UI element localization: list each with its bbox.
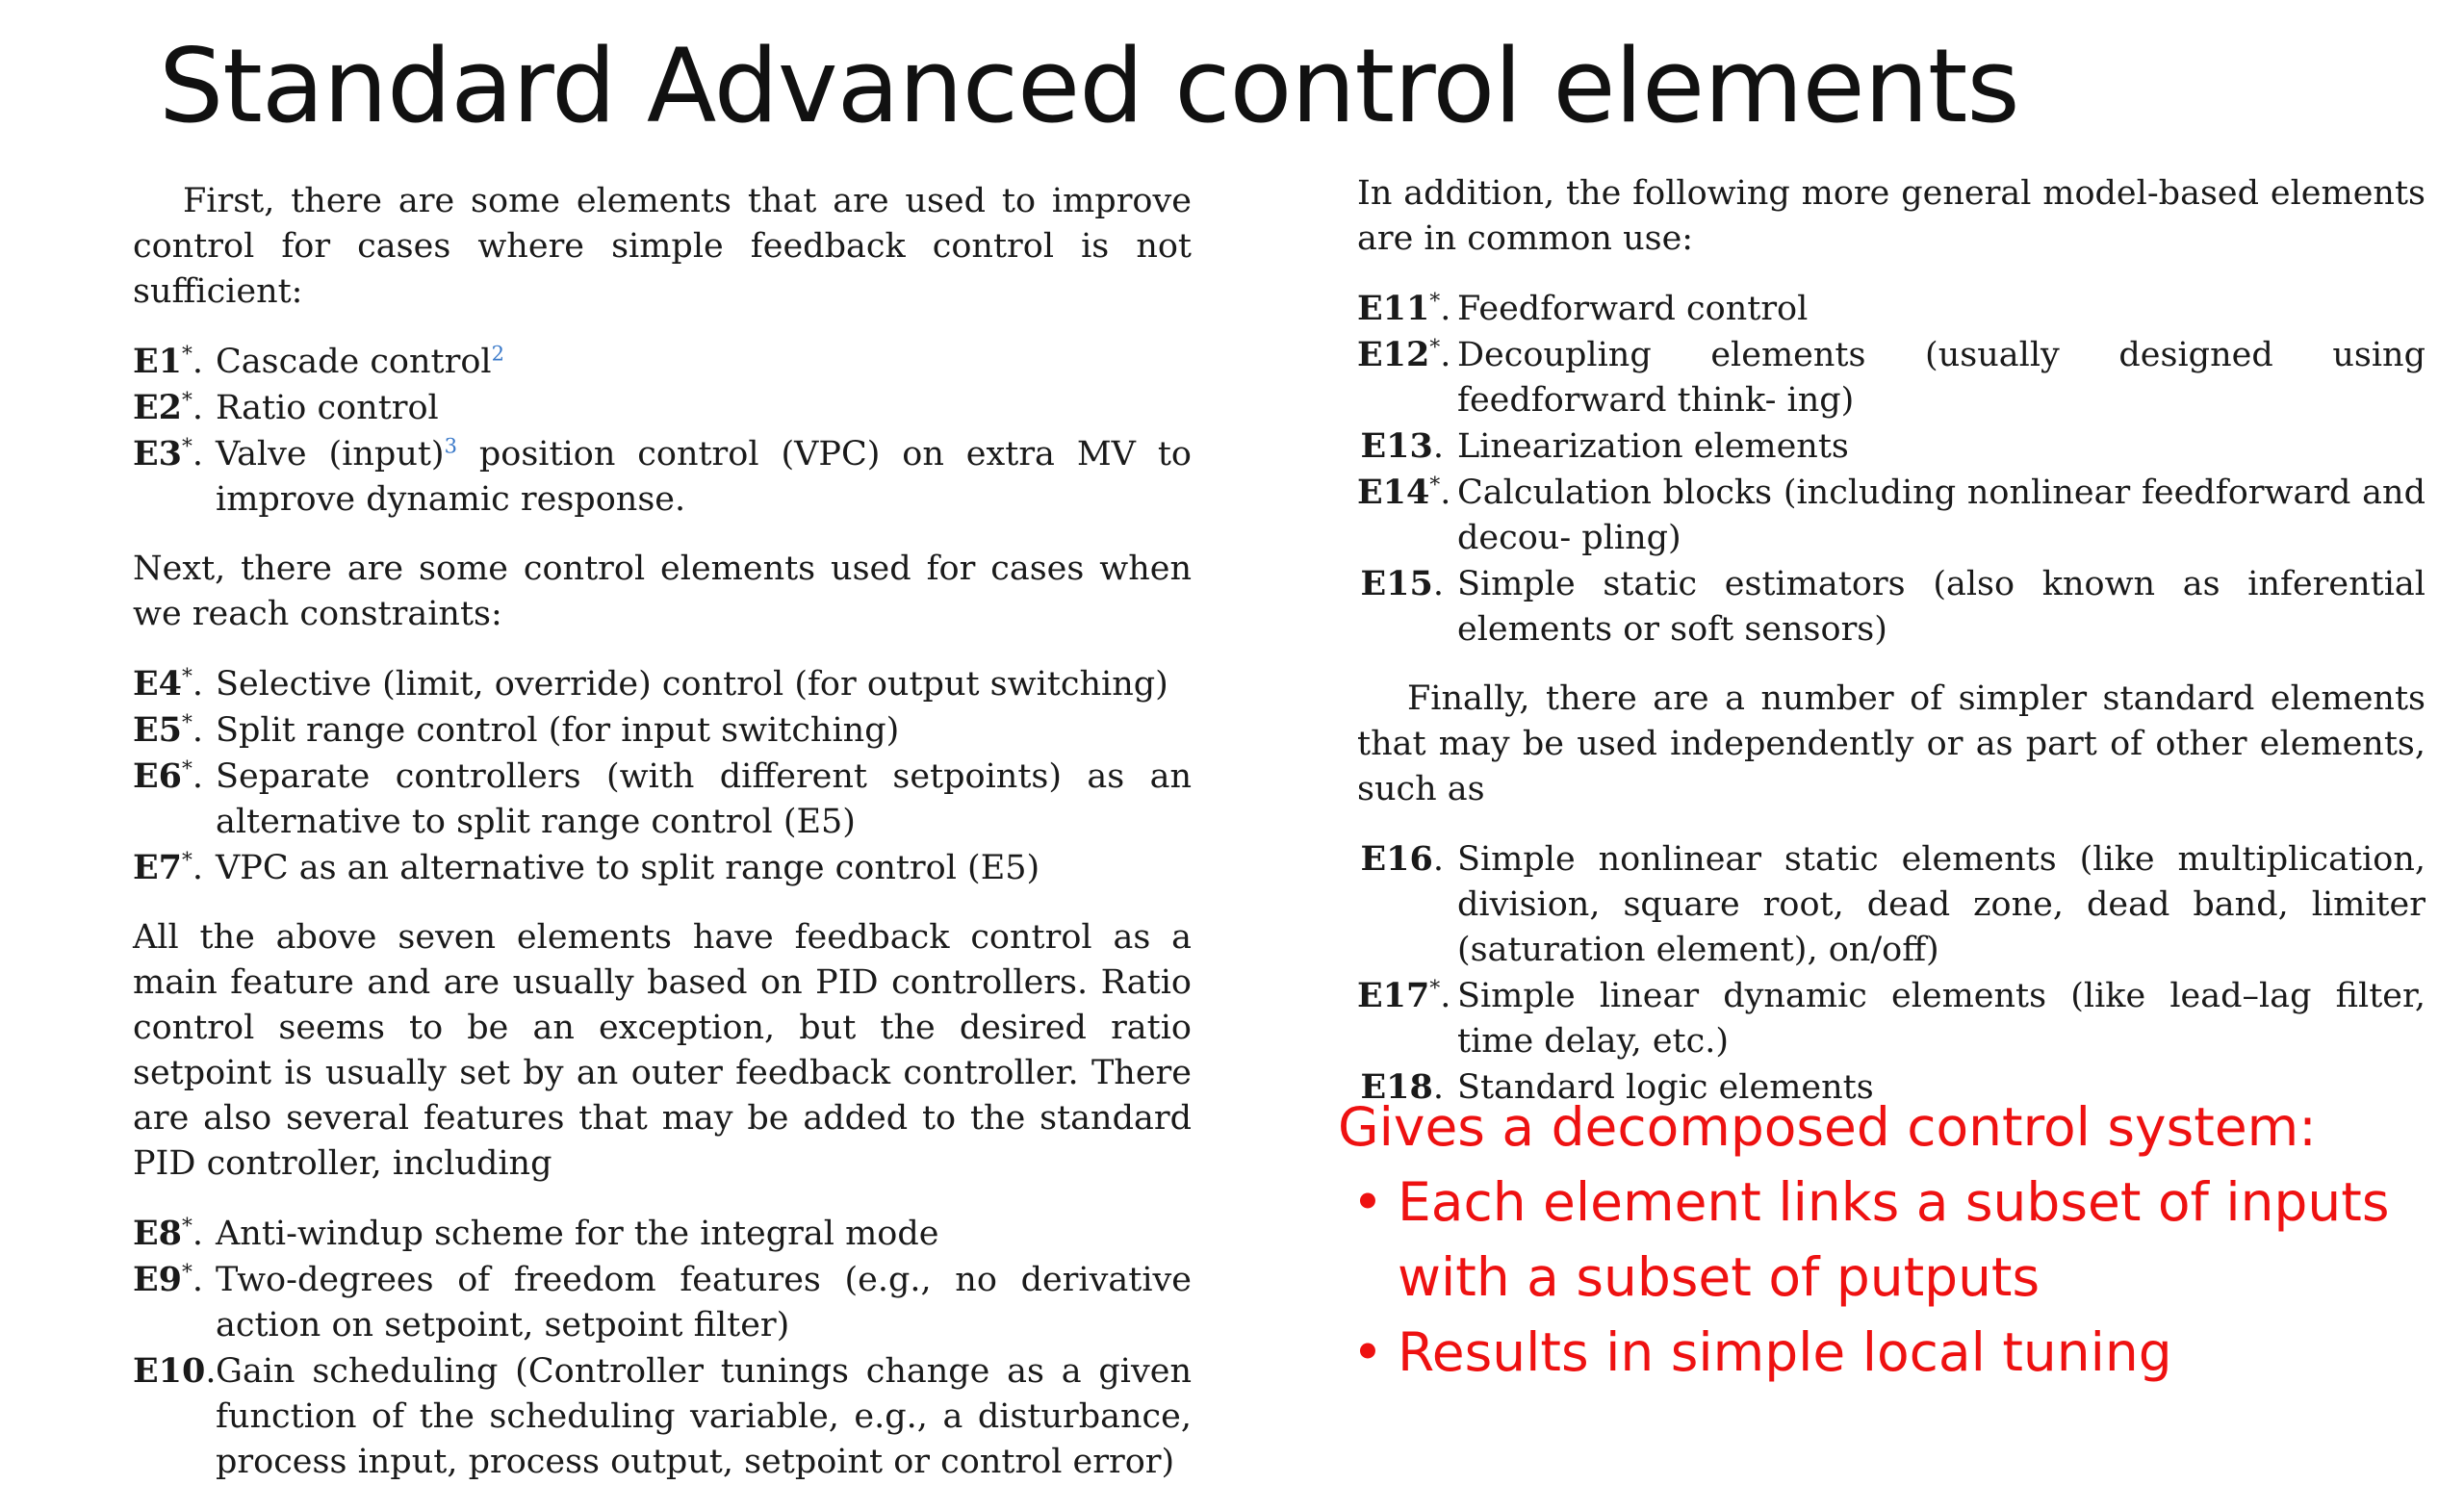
finally-paragraph: Finally, there are a number of simpler standard elements that may be used independently or as part of other elements, such as [1357, 679, 2426, 808]
addition-paragraph: In addition, the following more general model-based elements are in common use: [1357, 174, 2426, 258]
element-item-e11 [1357, 286, 2426, 332]
element-text: Decoupling elements (usually designed using feedforward think- ing) [1457, 336, 2426, 420]
element-text: Ratio control [216, 389, 439, 427]
element-text: Two-degrees of freedom features (e.g., no derivative action on setpoint, setpoint filter) [216, 1261, 1192, 1344]
element-text: VPC as an alternative to split range control (E5) [216, 849, 1040, 887]
element-label: E6*. [133, 756, 204, 796]
element-item-e3 [133, 431, 1192, 523]
footnote-ref[interactable]: 3 [444, 434, 457, 458]
element-item-e10 [133, 1348, 1192, 1485]
element-label: E4*. [133, 664, 204, 704]
element-text: Simple static estimators (also known as inferential elements or soft sensors) [1457, 565, 2426, 649]
element-item-e13 [1357, 423, 2426, 470]
element-label: E16. [1360, 839, 1444, 879]
element-label: E7*. [133, 848, 204, 887]
element-label: E2*. [133, 388, 204, 427]
element-item-e12 [1357, 332, 2426, 423]
bullet-text: Each element links a subset of inputs with a subset of putputs [1398, 1171, 2390, 1308]
element-text: Cascade control$^2$ [216, 342, 504, 381]
element-label: E3*. [133, 434, 204, 474]
element-label: E10. [133, 1351, 217, 1391]
element-label: E9*. [133, 1260, 204, 1299]
element-text: Simple nonlinear static elements (like multiplication, division, square root, dead zone, dead band, limiter (saturation element), on/off) [1457, 840, 2426, 969]
element-label: E8*. [133, 1214, 204, 1253]
slide-title: Standard Advanced control elements [159, 27, 2019, 145]
bullet-icon: • [1351, 1171, 1384, 1233]
element-text: Feedforward control [1457, 290, 1809, 328]
element-item-e9 [133, 1257, 1192, 1348]
next-paragraph: Next, there are some control elements used for cases when we reach constraints: [133, 550, 1192, 633]
element-item-e2 [133, 385, 1192, 431]
element-item-e1 [133, 339, 1192, 385]
element-item-e8 [133, 1211, 1192, 1257]
bullet-text: Results in simple local tuning [1398, 1321, 2172, 1383]
intro-paragraph: First, there are some elements that are used to improve control for cases where simple feedback control is not sufficient: [133, 182, 1192, 311]
element-label: E14*. [1357, 473, 1451, 512]
element-text: Split range control (for input switching) [216, 711, 900, 750]
summary-paragraph: All the above seven elements have feedback control as a main feature and are usually based on PID controllers. Ratio control seems to be an exception, but the desired ratio setpoint is usually set by an outer feedback controller. There are also several features that may be added to the standard PID controller, including [133, 918, 1192, 1183]
footnote-ref[interactable]: 2 [491, 342, 504, 366]
element-label: E1*. [133, 342, 204, 381]
element-text: Anti-windup scheme for the integral mode [216, 1215, 939, 1253]
element-item-e17 [1357, 973, 2426, 1064]
element-text: Selective (limit, override) control (for output switching) [216, 665, 1168, 704]
element-item-e6 [133, 754, 1192, 845]
element-text: Calculation blocks (including nonlinear feedforward and decou- pling) [1457, 474, 2426, 557]
highlight-bullet [1338, 1315, 2445, 1390]
element-label: E11*. [1357, 289, 1451, 328]
highlight-box [1338, 1089, 2445, 1390]
element-item-e7 [133, 845, 1192, 891]
element-label: E13. [1360, 426, 1444, 466]
element-text: Standard logic elements [1457, 1068, 1874, 1107]
element-text: Separate controllers (with different setpoints) as an alternative to split range control (E5) [216, 757, 1192, 841]
element-label: E15. [1360, 564, 1444, 603]
bullet-icon: • [1351, 1321, 1384, 1383]
right-column [1357, 171, 2426, 1111]
element-item-e14 [1357, 470, 2426, 561]
element-label: E18. [1360, 1067, 1444, 1107]
element-label: E5*. [133, 710, 204, 750]
element-label: E17*. [1357, 976, 1451, 1015]
left-column [133, 179, 1192, 1485]
element-item-e5 [133, 707, 1192, 754]
element-item-e15 [1357, 561, 2426, 653]
element-text: Linearization elements [1457, 427, 1849, 466]
element-item-e16 [1357, 836, 2426, 973]
highlight-heading: Gives a decomposed control system: [1338, 1096, 2317, 1158]
element-text: Valve (input)$^3$ position control (VPC) on extra MV to improve dynamic response. [216, 434, 1192, 519]
highlight-bullet [1338, 1165, 2445, 1315]
element-text: Gain scheduling (Controller tunings change as a given function of the scheduling variable, e.g., a disturbance, process input, process output, setpoint or control error) [216, 1352, 1192, 1481]
element-text: Simple linear dynamic elements (like lead–lag filter, time delay, etc.) [1457, 977, 2426, 1061]
element-item-e4 [133, 661, 1192, 707]
element-label: E12*. [1357, 335, 1451, 374]
